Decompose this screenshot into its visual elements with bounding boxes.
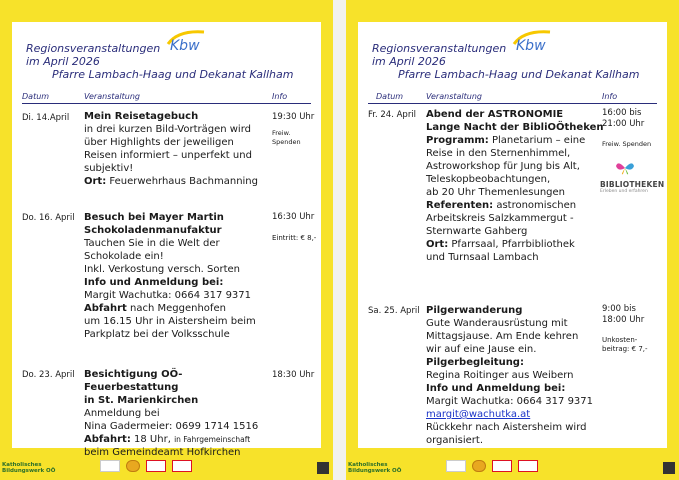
- guide-text: Regina Roitinger aus Weibern: [426, 370, 574, 381]
- event-text: über Highlights der jeweiligen: [84, 137, 234, 148]
- library-logo-tagline: Erleben und erfahren: [600, 189, 648, 194]
- event-title: Lange Nacht der BibliOÖtheken: [426, 122, 604, 133]
- event-title: Abend der ASTRONOMIE: [426, 109, 564, 120]
- event-text: Gute Wanderausrüstung mit: [426, 318, 568, 329]
- event-title: Besuch bei Mayer Martin: [84, 212, 224, 223]
- place-label: Ort:: [84, 176, 107, 187]
- speakers-text: Arbeitskreis Salzkammergut -: [426, 213, 574, 224]
- program-text: Astroworkshop für Jung bis Alt,: [426, 161, 580, 172]
- event-title: Schokoladenmanufaktur: [84, 225, 222, 236]
- event-date: Do. 16. April: [22, 213, 75, 223]
- departure-label: Abfahrt: [84, 303, 127, 314]
- event-info: [272, 370, 314, 381]
- sponsor-logo: [100, 460, 120, 472]
- event-text: wir auf eine Jause ein.: [426, 344, 537, 355]
- frame-left: [0, 0, 12, 480]
- event-title: in St. Marienkirchen: [84, 395, 199, 406]
- event-date: Sa. 25. April: [368, 306, 420, 316]
- event-time: 19:30 Uhr: [272, 112, 315, 122]
- event-date: Di. 14.April: [22, 113, 70, 123]
- footer-org-line: Bildungswerk OÖ: [348, 468, 402, 474]
- event-title: Pilgerwanderung: [426, 305, 523, 316]
- info-label: Info und Anmeldung bei:: [426, 383, 566, 394]
- page-left: [0, 0, 333, 480]
- col-info-header: Info: [602, 92, 618, 101]
- event-description: [84, 211, 264, 341]
- event-text: Tauchen Sie in die Welt der: [84, 238, 220, 249]
- page-title: [372, 42, 639, 81]
- contact-text: Margit Wachutka: 0664 317 9371: [84, 290, 252, 301]
- event-info: [602, 108, 651, 149]
- event-time: 16:30 Uhr: [272, 212, 315, 222]
- event-description: [426, 108, 606, 264]
- sponsor-logo: [126, 460, 140, 472]
- program-text: Planetarium – eine: [492, 135, 586, 146]
- event-note: Freiw. Spenden: [602, 140, 652, 148]
- departure-text: nach Meggenhofen: [130, 303, 226, 314]
- speakers-text: astronomischen: [496, 200, 577, 211]
- content-area: [358, 22, 667, 448]
- event-text: Rückkehr nach Aistersheim wird: [426, 422, 587, 433]
- place-value: Feuerwehrhaus Bachmanning: [109, 176, 258, 187]
- event-time: 16:00 bis: [602, 108, 642, 118]
- event-text: Inkl. Verkostung versch. Sorten: [84, 264, 241, 275]
- event-time: 18:30 Uhr: [272, 370, 315, 380]
- col-date-header: Datum: [376, 92, 404, 101]
- sponsor-logo: [492, 460, 512, 472]
- event-text: Mittagsjause. Am Ende kehren: [426, 331, 579, 342]
- title-line-2: im April 2026: [26, 55, 100, 68]
- event-description: [84, 368, 264, 459]
- event-note: Eintritt: € 8,-: [272, 234, 317, 242]
- sponsor-logos: [100, 460, 192, 472]
- footer-badge: [317, 462, 329, 474]
- library-logo-text: BIBLIOTHEKEN: [600, 180, 665, 189]
- header-divider: [22, 103, 311, 104]
- butterfly-icon: [614, 160, 636, 176]
- event-text: organisiert.: [426, 435, 483, 446]
- content-area: [12, 22, 321, 458]
- page-title: [26, 42, 293, 81]
- kbw-logo: [164, 28, 210, 58]
- event-text: in drei kurzen Bild-Vorträgen wird: [84, 124, 251, 135]
- event-title: Mein Reisetagebuch: [84, 111, 199, 122]
- sponsor-logos: [446, 460, 538, 472]
- event-time: 9:00 bis: [602, 304, 636, 314]
- program-text: Reise in den Sternenhimmel,: [426, 148, 571, 159]
- departure-text: beim Gemeindeamt Hofkirchen: [84, 447, 241, 458]
- title-line-1: Regionsveranstaltungen: [26, 42, 161, 55]
- event-info: [272, 112, 321, 147]
- email-link[interactable]: margit@wachutka.at: [426, 409, 531, 420]
- place-label: Ort:: [426, 239, 449, 250]
- event-description: [426, 304, 606, 447]
- sponsor-logo: [446, 460, 466, 472]
- kbw-footer-logo: [2, 462, 55, 474]
- event-text: Schokolade ein!: [84, 251, 164, 262]
- frame-right: [321, 0, 333, 480]
- speakers-label: Referenten:: [426, 200, 494, 211]
- place-value: und Turnsaal Lambach: [426, 252, 539, 263]
- program-text: ab 20 Uhr Themenlesungen: [426, 187, 565, 198]
- event-date: Fr. 24. April: [368, 110, 417, 120]
- departure-text: 18 Uhr,: [134, 434, 171, 445]
- event-title: Besichtigung OÖ-Feuerbestattung: [84, 369, 183, 393]
- title-line-3: Pfarre Lambach-Haag und Dekanat Kallham: [52, 68, 294, 81]
- title-line-3: Pfarre Lambach-Haag und Dekanat Kallham: [398, 68, 640, 81]
- sponsor-logo: [472, 460, 486, 472]
- footer-org-line: Bildungswerk OÖ: [2, 468, 56, 474]
- col-date-header: Datum: [22, 92, 50, 101]
- info-label: Info und Anmeldung bei:: [84, 277, 224, 288]
- frame-right: [667, 0, 679, 480]
- header-divider: [368, 103, 657, 104]
- program-label: Programm:: [426, 135, 489, 146]
- departure-text: um 16.15 Uhr in Aistersheim beim: [84, 316, 256, 327]
- event-info: [272, 212, 316, 243]
- col-event-header: Veranstaltung: [426, 92, 482, 101]
- title-line-1: Regionsveranstaltungen: [372, 42, 507, 55]
- svg-text:Kbw: Kbw: [170, 38, 200, 54]
- col-event-header: Veranstaltung: [84, 92, 140, 101]
- event-date: Do. 23. April: [22, 370, 75, 380]
- event-note: beitrag: € 7,-: [602, 345, 648, 353]
- event-info: [602, 304, 648, 354]
- footer-badge: [663, 462, 675, 474]
- event-text: subjektiv!: [84, 163, 134, 174]
- program-text: Teleskopbeobachtungen,: [426, 174, 551, 185]
- sponsor-logo: [172, 460, 192, 472]
- col-info-header: Info: [272, 92, 288, 101]
- event-description: [84, 110, 264, 188]
- frame-left: [346, 0, 358, 480]
- event-time: 21:00 Uhr: [602, 119, 645, 129]
- svg-text:Kbw: Kbw: [516, 38, 546, 54]
- speakers-text: Sternwarte Gahberg: [426, 226, 528, 237]
- title-line-2: im April 2026: [372, 55, 446, 68]
- page-right: [346, 0, 679, 480]
- contact-text: Margit Wachutka: 0664 317 9371: [426, 396, 594, 407]
- event-time: 18:00 Uhr: [602, 315, 645, 325]
- footer-org-line: Katholisches: [348, 462, 388, 468]
- event-text: Anmeldung bei: [84, 408, 160, 419]
- kbw-footer-logo: [348, 462, 401, 474]
- event-text: Reisen informiert – unperfekt und: [84, 150, 252, 161]
- kbw-logo: [510, 28, 556, 58]
- footer-org-line: Katholisches: [2, 462, 42, 468]
- sponsor-logo: [146, 460, 166, 472]
- bibliotheken-logo: [600, 160, 665, 194]
- event-text: Nina Gadermeier: 0699 1714 1516: [84, 421, 259, 432]
- sponsor-logo: [518, 460, 538, 472]
- place-value: Pfarrsaal, Pfarrbibliothek: [451, 239, 575, 250]
- guide-label: Pilgerbegleitung:: [426, 357, 524, 368]
- departure-text: Parkplatz bei der Volksschule: [84, 329, 230, 340]
- event-note: Unkosten-: [602, 336, 638, 344]
- event-note: Freiw. Spenden: [272, 129, 301, 146]
- departure-note: in Fahrgemeinschaft: [174, 435, 251, 444]
- departure-label: Abfahrt:: [84, 434, 131, 445]
